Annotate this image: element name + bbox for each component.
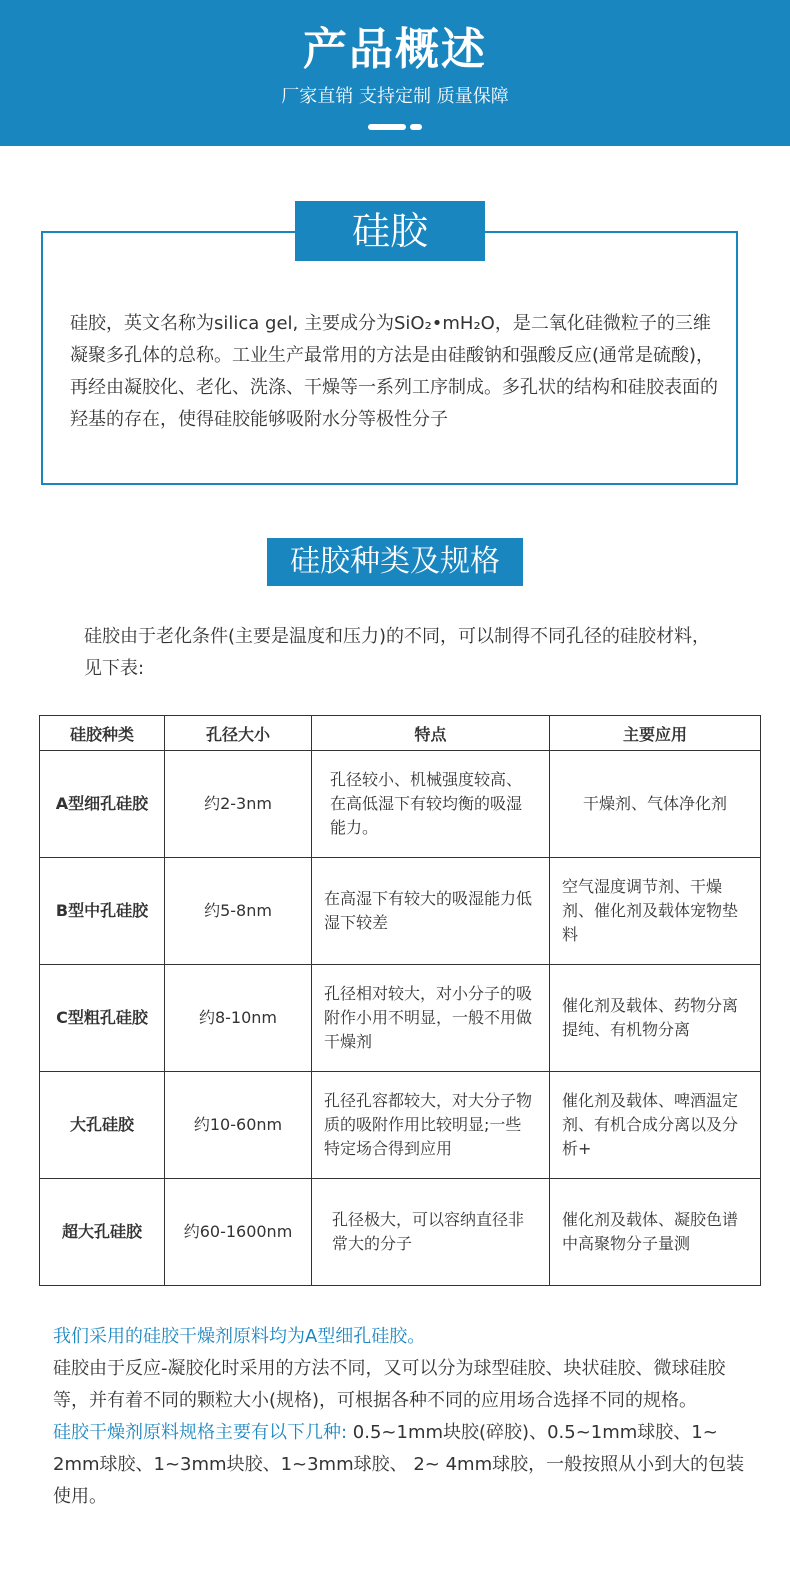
header-application: 主要应用 [550,716,761,751]
cell-application: 催化剂及载体、药物分离提纯、有机物分离 [550,965,761,1072]
intro-paragraph: 硅胶，英文名称为silica gel, 主要成分为SiO₂•mH₂O，是二氧化硅微粒子的三维凝聚多孔体的总称。工业生产最常用的方法是由硅酸钠和强酸反应(通常是硫酸)，再经由凝胶化、老化、洗涤、干燥等一系列工序制成。多孔状的结构和硅胶表面的羟基的存在，使得硅胶能够吸附水分等极性分子 [70,313,718,430]
cell-feature: 孔径极大，可以容纳直径非常大的分子 [312,1179,550,1286]
header-type: 硅胶种类 [40,716,165,751]
table-row [40,1179,761,1286]
cell-size: 约2-3nm [165,751,312,858]
cell-feature: 孔径孔容都较大，对大分子物质的吸附作用比较明显;一些特定场合得到应用 [312,1072,550,1179]
cell-size: 约10-60nm [165,1072,312,1179]
header-banner [0,0,790,146]
page-title: 产品概述 [303,24,487,75]
cell-type: C型粗孔硅胶 [40,965,165,1072]
spec-paragraph [53,1417,753,1513]
table-row [40,751,761,858]
cell-feature: 孔径相对较大，对小分子的吸附作小用不明显，一般不用做干燥剂 [312,965,550,1072]
section-description: 硅胶由于老化条件(主要是温度和压力)的不同，可以制得不同孔径的硅胶材料，见下表: [84,626,711,679]
decoration-bar [368,124,406,130]
spec-list: 0.5~1mm块胶(碎胶)、0.5~1mm球胶、1~ 2mm球胶、1~3mm块胶、1~3mm球胶、 2~ 4mm球胶，一般按照从小到大的包装使用。 [53,1422,745,1507]
cell-application: 干燥剂、气体净化剂 [550,751,761,858]
decoration-dot [410,124,422,130]
cell-type: 超大孔硅胶 [40,1179,165,1286]
table-row [40,858,761,965]
cell-size: 约5-8nm [165,858,312,965]
cell-application: 空气湿度调节剂、干燥剂、催化剂及载体宠物垫料 [550,858,761,965]
cell-size: 约60-1600nm [165,1179,312,1286]
classification-paragraph: 硅胶由于反应-凝胶化时采用的方法不同，又可以分为球型硅胶、块状硅胶、微球硅胶等，并有着不同的颗粒大小(规格)，可根据各种不同的应用场合选择不同的规格。 [53,1358,726,1411]
intro-heading: 硅胶 [295,201,485,261]
cell-application: 催化剂及载体、啤酒温定剂、有机合成分离以及分析+ [550,1072,761,1179]
page-subtitle: 厂家直销 支持定制 质量保障 [281,86,509,107]
raw-material-note: 我们采用的硅胶干燥剂原料均为A型细孔硅胶。 [53,1326,426,1347]
table-row [40,965,761,1072]
silica-gel-spec-table [39,715,761,1286]
cell-feature: 孔径较小、机械强度较高、在高低湿下有较均衡的吸湿能力。 [312,751,550,858]
cell-type: A型细孔硅胶 [40,751,165,858]
header-size: 孔径大小 [165,716,312,751]
table-header-row [40,716,761,751]
cell-type: B型中孔硅胶 [40,858,165,965]
section-heading: 硅胶种类及规格 [267,538,523,586]
cell-application: 催化剂及载体、凝胶色谱中高聚物分子量测 [550,1179,761,1286]
title-decoration [0,124,790,130]
cell-type: 大孔硅胶 [40,1072,165,1179]
table-row [40,1072,761,1179]
cell-feature: 在高湿下有较大的吸湿能力低湿下较差 [312,858,550,965]
footer-notes [53,1321,753,1513]
cell-size: 约8-10nm [165,965,312,1072]
header-feature: 特点 [312,716,550,751]
spec-lead: 硅胶干燥剂原料规格主要有以下几种: [53,1422,348,1443]
